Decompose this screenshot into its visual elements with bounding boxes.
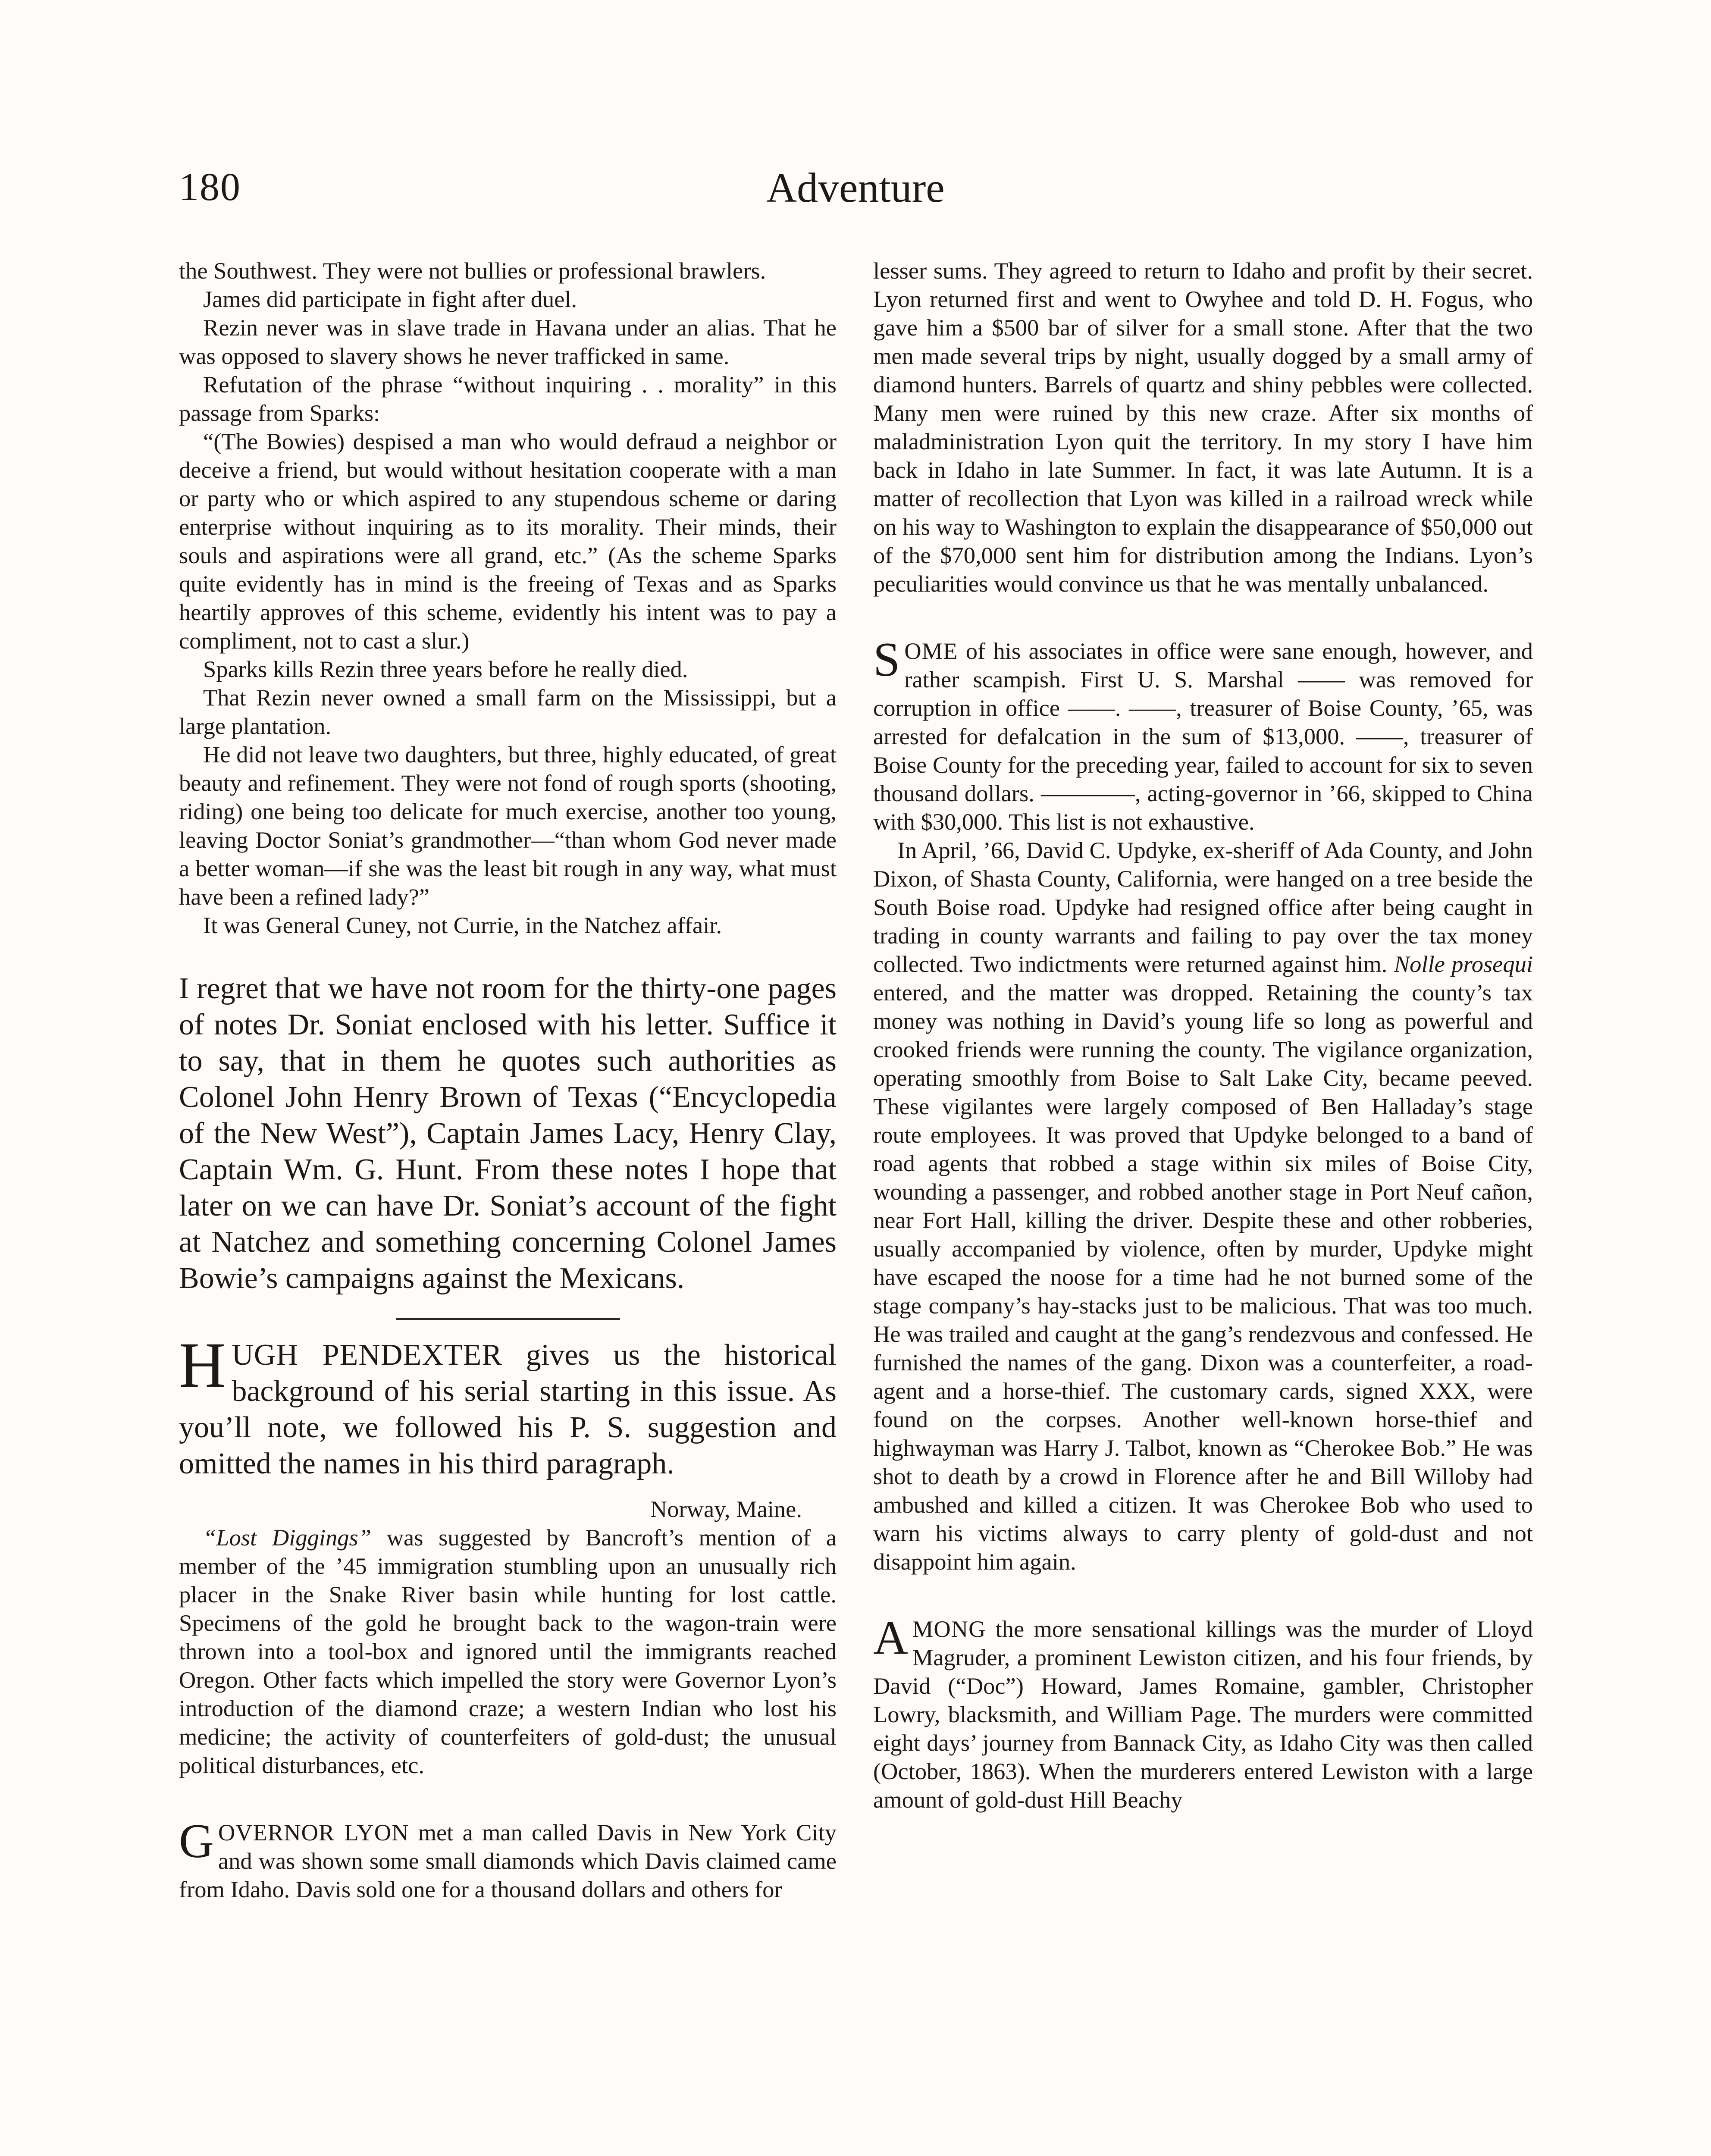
latin-phrase: Nolle prosequi	[1394, 951, 1533, 977]
paragraph: In April, ’66, David C. Updyke, ex-sheriff of Ada County, and John Dixon, of Shasta County, California, were hanged on a tree beside the South Boise road. Updyke had resigned office after being caught in trading in county warrants and failing to pay over the tax money collected. Two indictments were returned against him.	[873, 837, 1533, 977]
page-number: 180	[179, 165, 241, 209]
page-header	[0, 164, 1711, 224]
paragraph: met a man called Davis in New York City and was shown some small diamonds which Davis claimed came from Idaho. Davis sold one for a thousand dollars and others for	[179, 1819, 837, 1902]
letter-text	[179, 257, 837, 940]
paragraph: the Southwest. They were not bullies or professional brawlers.	[179, 257, 766, 284]
paragraph: was suggested by Bancroft’s mention of a member of the ’45 immigration stumbling upon an unusually rich placer in the Snake River basin while hunting for lost cattle. Specimens of the gold he brought back to the wagon-train were thrown into a tool-box and ignored until the immigrants reached Oregon. Other facts which impelled the story were Governor Lyon’s introduction of the diamond craze; a western Indian who lost his medicine; the activity of counterfeiters of gold-dust; the unusual political disturbances, etc.	[179, 1524, 837, 1778]
paragraph: That Rezin never owned a small farm on the Mississippi, but a large plantation.	[179, 684, 837, 739]
paragraph: James did participate in fight after duel.	[203, 286, 577, 312]
intro-text: gives us the historical background of his serial starting in this issue. As you’ll note, we followed his P. S. suggestion and omitted the names in his third paragraph.	[179, 1338, 837, 1480]
drop-cap: G	[179, 1814, 214, 1868]
small-caps-lead: OME	[904, 638, 958, 664]
paragraph: Rezin never was in slave trade in Havana under an alias. That he was opposed to slavery shows he never trafficked in same.	[179, 314, 837, 369]
paragraph: Refutation of the phrase “without inquiring . . morality” in this passage from Sparks:	[179, 371, 837, 426]
paragraph: Sparks kills Rezin three years before he really died.	[203, 656, 688, 682]
small-caps-lead: UGH PENDEXTER	[232, 1338, 503, 1372]
drop-cap: S	[873, 633, 900, 686]
paragraph: lesser sums. They agreed to return to Idaho and profit by their secret. Lyon returned first and went to Owyhee and told D. H. Fogus, who gave him a $500 bar of silver for a small stone. After that the two men made several trips by night, usually dogged by a small army of diamond hunters. Barrels of quartz and shiny pebbles were collected. Many men were ruined by this new craze. After six months of maladministration Lyon quit the territory. In my story I have him back in Idaho in late Summer. In fact, it was late Autumn. It is a matter of recollection that Lyon was killed in a railroad wreck while on his way to Washington to explain the disappearance of $50,000 out of the $70,000 sent him for distribution among the Indians. Lyon’s peculiarities would convince us that he was mentally unbalanced.	[873, 257, 1533, 597]
small-caps-lead: OVERNOR LYON	[218, 1819, 409, 1846]
paragraph: entered, and the matter was dropped. Retaining the county’s tax money was nothing in David’s young life so long as powerful and crooked friends were running the county. The vigilance organization, operating smoothly from Boise to Salt Lake City, became peeved. These vigilantes were largely composed of Ben Halladay’s stage route employees. It was proved that Updyke belonged to a band of road agents that robbed a stage within six miles of Boise City, wounding a passenger, and robbed another stage in Port Neuf cañon, near Fort Hall, killing the driver. Despite these and other robberies, usually accompanied by violence, often by murder, Updyke might have escaped the noose for a time had he not burned some of the stage company’s hay-stacks just to be malicious. That was too much. He was trailed and caught at the gang’s rendezvous and confessed. He furnished the names of the gang. Dixon was a counterfeiter, a road-agent and a horse-thief. The customary cards, signed XXX, were found on the corpses. Another well-known horse-thief and highwayman was Harry J. Talbot, known as “Cherokee Bob.” He was shot to death by a crowd in Florence after he and Bill Willoby had ambushed and killed a citizen. It was Cherokee Bob who used to warn his victims always to carry plenty of gold-dust and not disappoint him again.	[873, 979, 1533, 1575]
paragraph: It was General Cuney, not Currie, in the Natchez affair.	[203, 912, 722, 938]
section-divider	[396, 1318, 620, 1320]
letter-continued	[873, 257, 1533, 1814]
small-caps-lead: MONG	[912, 1616, 986, 1642]
right-column	[873, 257, 1533, 2156]
paragraph: He did not leave two daughters, but three, highly educated, of great beauty and refinement. They were not fond of rough sports (shooting, riding) one being too delicate for much exercise, another too young, leaving Doctor Soniat’s grandmother—“than whom God never made a better woman—if she was the least bit rough in any way, what must have been a refined lady?”	[179, 741, 837, 910]
quotation: “(The Bowies) despised a man who would defraud a neighbor or deceive a friend, but would without hesitation cooperate with a man or party who or which aspired to any stupendous scheme or daring enterprise without inquiring as to its morality. Their minds, their souls and aspirations were all grand, etc.” (As the scheme Sparks quite evidently has in mind is the freeing of Texas and as Sparks heartily approves of this scheme, evidently his intent was to pay a compliment, not to cast a slur.)	[179, 428, 837, 654]
intro-paragraph	[179, 1329, 837, 1482]
story-title: “Lost Diggings”	[203, 1524, 372, 1551]
drop-cap: A	[873, 1611, 908, 1664]
left-column	[179, 257, 837, 2156]
editor-note-text: I regret that we have not room for the thirty-one pages of notes Dr. Soniat enclosed with his letter. Suffice it to say, that in them he quotes such authorities as Colonel John Henry Brown of Texas (“Encyclopedia of the New West”), Captain James Lacy, Henry Clay, Captain Wm. G. Hunt. From these notes I hope that later on we can have Dr. Soniat’s account of the fight at Natchez and something concerning Colonel James Bowie’s campaigns against the Mexicans.	[179, 972, 837, 1295]
dateline: Norway, Maine.	[650, 1496, 802, 1522]
paragraph: the more sensational killings was the murder of Lloyd Magruder, a prominent Lewiston citizen, and his four friends, by David (“Doc”) Howard, James Romaine, gambler, Christopher Lowry, blacksmith, and William Page. The murders were committed eight days’ journey from Bannack City, as Idaho City was then called (October, 1863). When the murderers entered Lewiston with a large amount of gold-dust Hill Beachy	[873, 1616, 1533, 1813]
editor-note	[179, 971, 837, 1297]
paragraph: of his associates in office were sane enough, however, and rather scampish. First U. S. Marshal —— was removed for corruption in office ——. ——, treasurer of Boise County, ’65, was arrested for defalcation in the sum of $13,000. ——, treasurer of Boise County for the preceding year, failed to account for six to seven thousand dollars. ————, acting-governor in ’66, skipped to China with $30,000. This list is not exhaustive.	[873, 638, 1533, 835]
drop-cap: H	[179, 1329, 226, 1401]
letter-pendexter	[179, 1495, 837, 1904]
running-head-title: Adventure	[766, 165, 945, 211]
